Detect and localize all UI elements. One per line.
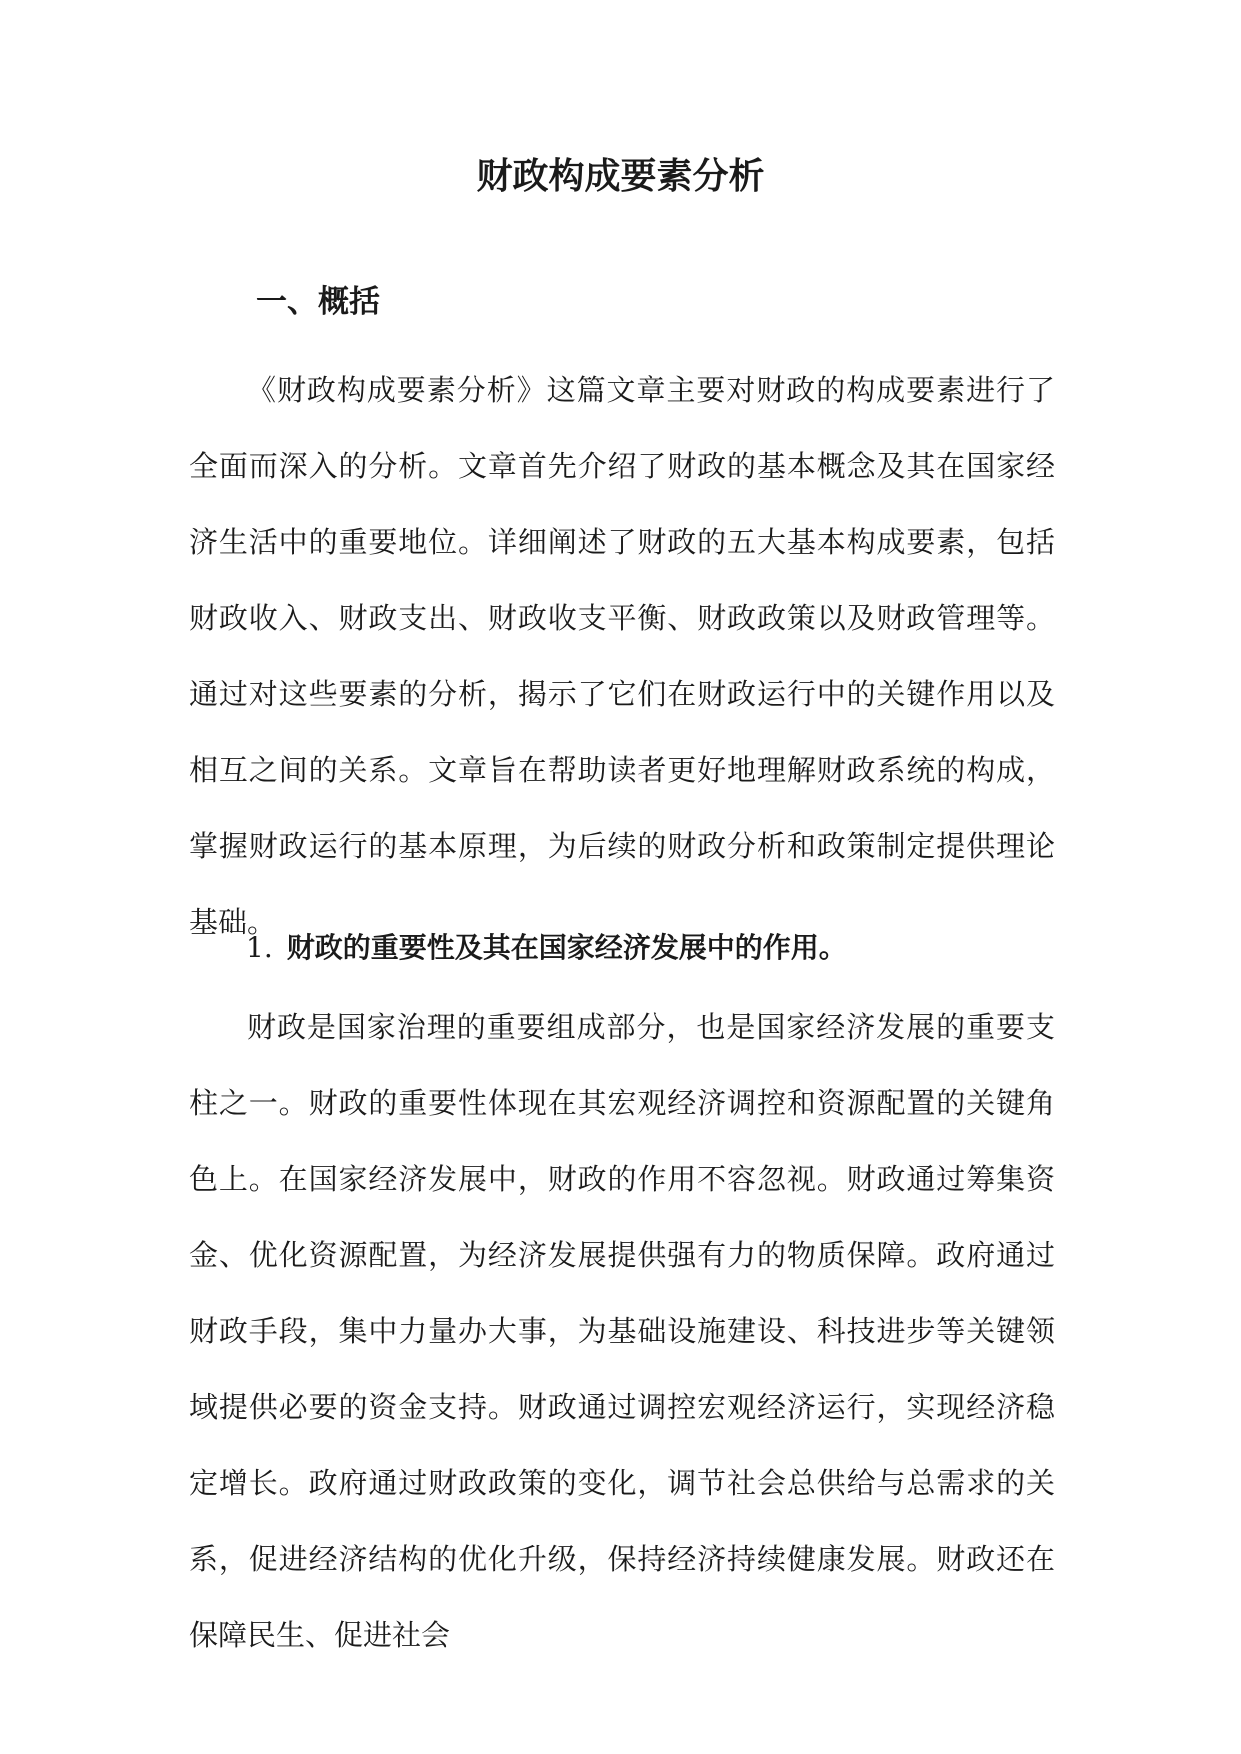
section-heading-summary: 一、概括 [256,284,380,320]
body-paragraph: 财政是国家治理的重要组成部分，也是国家经济发展的重要支柱之一。财政的重要性体现在其宏观经济调控和资源配置的关键角色上。在国家经济发展中，财政的作用不容忽视。财政通过筹集资金、优化资源配置，为经济发展提供强有力的物质保障。政府通过财政手段，集中力量办大事，为基础设施建设、科技进步等关键领域提供必要的资金支持。财政通过调控宏观经济运行，实现经济稳定增长。政府通过财政政策的变化，调节社会总供给与总需求的关系，促进经济结构的优化升级，保持经济持续健康发展。财政还在保障民生、促进社会 [189,1010,1055,1652]
subsection-heading [246,922,847,974]
subsection-title: 财政的重要性及其在国家经济发展中的作用。 [286,931,847,964]
subsection-number: 1. [246,931,273,964]
document-title: 财政构成要素分析 [476,155,765,197]
intro-paragraph: 《财政构成要素分析》这篇文章主要对财政的构成要素进行了全面而深入的分析。文章首先介绍了财政的基本概念及其在国家经济生活中的重要地位。详细阐述了财政的五大基本构成要素，包括财政收入、财政支出、财政收支平衡、财政政策以及财政管理等。通过对这些要素的分析，揭示了它们在财政运行中的关键作用以及相互之间的关系。文章旨在帮助读者更好地理解财政系统的构成，掌握财政运行的基本原理，为后续的财政分析和政策制定提供理论基础。 [189,373,1055,939]
